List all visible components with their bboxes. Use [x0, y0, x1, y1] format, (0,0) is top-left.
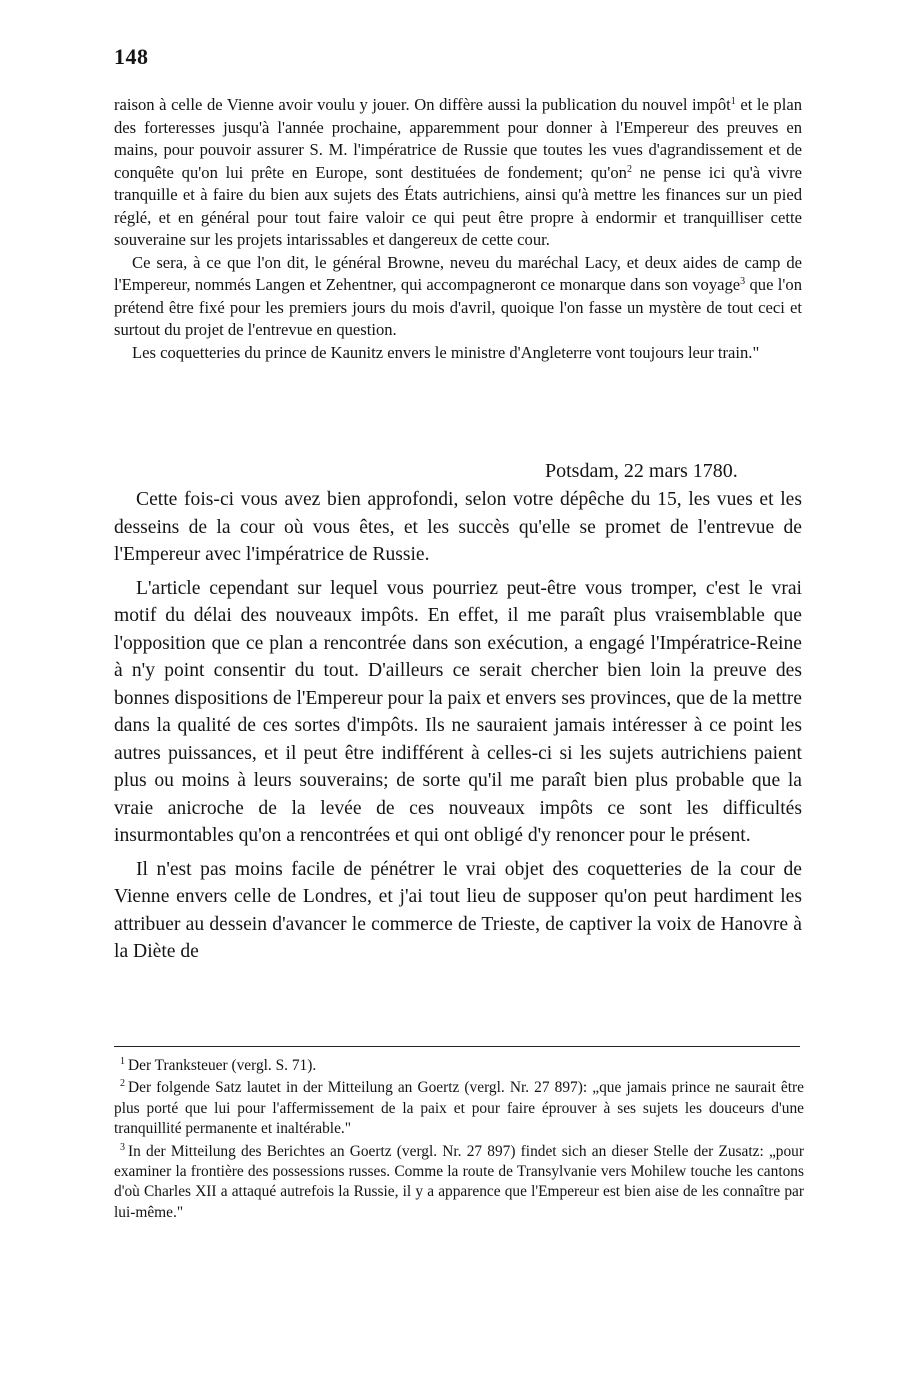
- footnote-ref-3: 3: [740, 276, 746, 287]
- body-paragraph-1: Cette fois-ci vous avez bien approfondi, selon votre dépêche du 15, les vues et les desseins de la cour où vous êtes, et les succès qu'elle se promet de l'entrevue de l'Empereur avec l'impératrice de Russie.: [114, 489, 802, 565]
- quoted-report: [114, 94, 802, 364]
- footnote-mark: 3: [120, 1141, 125, 1153]
- text-run: Les coquetteries du prince de Kaunitz envers le ministre d'Angleterre vont toujours leur train.": [132, 342, 760, 362]
- letter-body: [114, 486, 802, 966]
- text-run: ne pense ici qu'à vivre tranquille et à faire du bien aux sujets des États autrichiens, ainsi qu'à mettre les finances sur un pied réglé, et en général pour tout faire valoir ce qui peut être propre à endormir et tranquilliser cette souveraine sur les projets intarissables et dangereux de cette cour.: [114, 162, 802, 249]
- footnote-separator: [114, 1046, 800, 1047]
- letter-dateline: Potsdam, 22 mars 1780.: [545, 460, 738, 482]
- footnotes: [114, 1056, 804, 1223]
- footnote-text: Der Tranksteuer (vergl. S. 71).: [128, 1057, 317, 1074]
- text-run: et le plan des forteresses jusqu'à l'année prochaine, apparemment pour donner à l'Empereur des preuves en mains, pour pouvoir assurer S. M. l'impératrice de Russie que toutes les vues d'agrandissement et de conquête qu'on lui prête en Europe, sont destituées de fondement; qu'on: [114, 95, 802, 182]
- quote-paragraph-2: [114, 252, 802, 342]
- footnote-mark: 2: [120, 1078, 125, 1090]
- text-run: que l'on prétend être fixé pour les premiers jours du mois d'avril, quoique l'on fasse un mystère de tout ceci et surtout du projet de l'entrevue en question.: [114, 275, 802, 339]
- quote-paragraph-1: [114, 94, 802, 252]
- footnote-ref-2: 2: [626, 163, 632, 175]
- footnote-mark: 1: [120, 1056, 125, 1067]
- footnote-1: [114, 1056, 804, 1076]
- page-number: 148: [114, 44, 149, 69]
- footnote-2: [114, 1078, 804, 1139]
- quote-paragraph-3: [114, 342, 802, 365]
- footnote-text: Der folgende Satz lautet in der Mitteilung an Goertz (vergl. Nr. 27 897): „que jamais prince ne saurait être plus porté que lui pour l'affermissement de la paix et pour faire éprouver à ses sujets les douceurs d'une tranquillité permanente et inaltérable.": [114, 1079, 804, 1138]
- footnote-text: In der Mitteilung des Berichtes an Goertz (vergl. Nr. 27 897) findet sich an dieser Stelle der Zusatz: „pour examiner la frontière des possessions russes. Comme la route de Transylvanie vers Mohilew touche les cantons d'où Charles XII a attaqué autrefois la Russie, il y a apparence que l'Empereur est bien aise de les connaître par lui-même.": [114, 1142, 804, 1221]
- body-paragraph-3: Il n'est pas moins facile de pénétrer le vrai objet des coquetteries de la cour de Vienne envers celle de Londres, et j'ai tout lieu de supposer qu'on peut hardiment les attribuer au dessein d'avancer le commerce de Trieste, de captiver la voix de Hanovre à la Diète de: [114, 858, 802, 962]
- footnote-3: [114, 1142, 804, 1224]
- footnote-ref-1: 1: [730, 96, 736, 107]
- text-run: Ce sera, à ce que l'on dit, le général Browne, neveu du maréchal Lacy, et deux aides de camp de l'Empereur, nommés Langen et Zehentner, qui accompagneront ce monarque dans son voyage: [114, 252, 802, 294]
- body-paragraph-2: L'article cependant sur lequel vous pourriez peut-être vous tromper, c'est le vrai motif du délai des nouveaux impôts. En effet, il me paraît plus vraisemblable que l'opposition que ce plan a rencontrée dans son exécution, a engagé l'Impératrice-Reine à n'y point consentir du tout. D'ailleurs ce serait chercher bien loin la preuve des bonnes dispositions de l'Empereur pour la paix et envers ses provinces, que de la mettre dans la qualité de ces sortes d'impôts. Ils ne sauraient jamais intéresser à ce point les autres puissances, et il peut être indifférent à celles-ci si les sujets autrichiens paient plus ou moins à leurs souverains; de sorte qu'il me paraît bien plus probable que la vraie anicroche de la levée de ces nouveaux impôts ce sont les difficultés insurmontables qu'on a rencontrées et qui ont obligé d'y renoncer pour le présent.: [114, 577, 802, 846]
- text-run: raison à celle de Vienne avoir voulu y jouer. On diffère aussi la publication du nouvel impôt: [114, 95, 731, 114]
